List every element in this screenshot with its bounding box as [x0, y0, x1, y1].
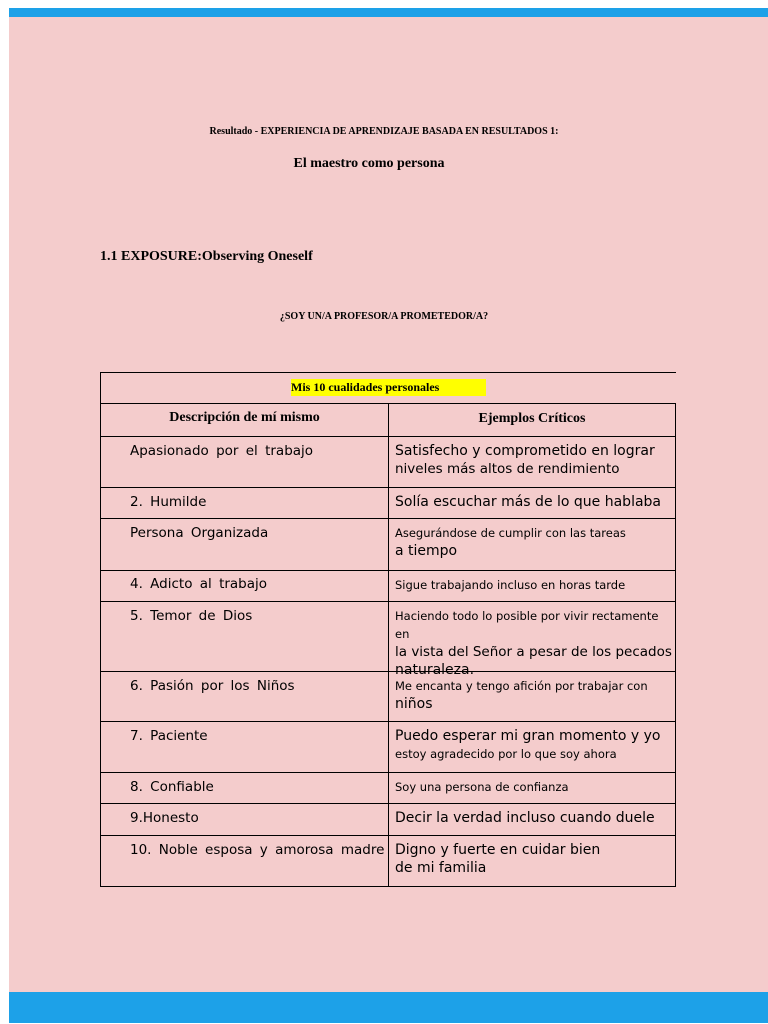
document-subtitle: El maestro como persona — [293, 156, 445, 171]
table-row — [100, 488, 676, 519]
qualities-table — [100, 372, 676, 887]
example-cell: Sigue trabajando incluso en horas tarde — [395, 578, 626, 592]
question-heading: ¿SOY UN/A PROFESOR/A PROMETEDOR/A? — [279, 311, 489, 322]
quality-cell: 8. Confiable — [101, 773, 389, 803]
quality-cell: 5. Temor de Dios — [101, 602, 389, 671]
column-header-description: Descripción de mí mismo — [101, 404, 389, 436]
table-row — [100, 804, 676, 836]
table-row — [100, 437, 676, 488]
table-caption: Mis 10 cualidades personales — [291, 379, 486, 396]
example-cell: Decir la verdad incluso cuando duele — [395, 810, 655, 826]
table-caption-row — [100, 372, 676, 404]
table-row — [100, 773, 676, 804]
table-header-row — [100, 404, 676, 437]
table-row — [100, 722, 676, 773]
table-row — [100, 602, 676, 678]
quality-cell: 2. Humilde — [101, 488, 389, 518]
column-header-examples: Ejemplos Críticos — [478, 411, 586, 426]
quality-cell: 9.Honesto — [101, 804, 389, 835]
table-row — [100, 672, 676, 722]
quality-cell: Persona Organizada — [101, 519, 389, 570]
example-cell: Asegurándose de cumplir con las tareas a tiempo — [395, 526, 626, 559]
example-cell: Puedo esperar mi gran momento y yo estoy agradecido por lo que soy ahora — [395, 728, 661, 761]
quality-cell: 10. Noble esposa y amorosa madre — [101, 836, 389, 886]
table-row — [100, 836, 676, 887]
section-title: 1.1 EXPOSURE:Observing Oneself — [100, 249, 313, 264]
bottom-blue-bar — [9, 992, 768, 1023]
quality-cell: 7. Paciente — [101, 722, 389, 772]
example-cell: Satisfecho y comprometido en lograr niveles más altos de rendimiento — [395, 443, 655, 477]
quality-cell: 4. Adicto al trabajo — [101, 571, 389, 601]
example-cell: Solía escuchar más de lo que hablaba — [395, 494, 662, 510]
table-row — [100, 519, 676, 571]
example-cell: Digno y fuerte en cuidar bien de mi familia — [395, 842, 601, 876]
example-cell: Soy una persona de confianza — [395, 780, 569, 794]
quality-cell: 6. Pasión por los Niños — [101, 672, 389, 721]
example-cell: Me encanta y tengo afición por trabajar con niños — [395, 679, 648, 712]
table-row — [100, 571, 676, 602]
example-cell: Haciendo todo lo posible por vivir rectamente en la vista del Señor a pesar de los pecados naturaleza. — [395, 609, 672, 678]
resultado-heading: Resultado - EXPERIENCIA DE APRENDIZAJE BASADA EN RESULTADOS 1: — [209, 126, 559, 137]
top-blue-bar — [9, 8, 768, 17]
quality-cell: Apasionado por el trabajo — [101, 437, 389, 487]
